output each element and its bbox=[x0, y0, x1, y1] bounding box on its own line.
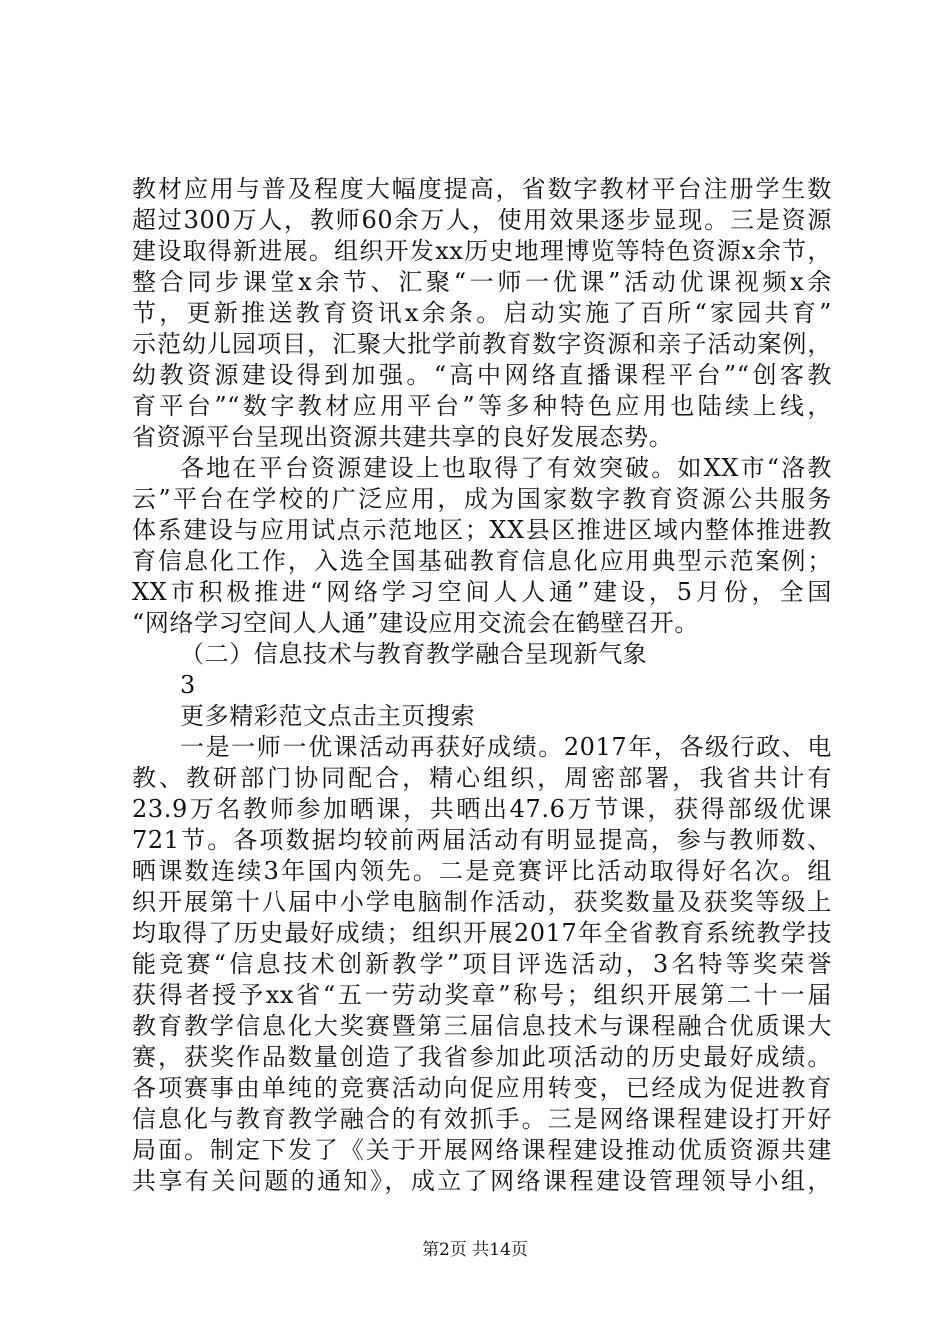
text-line: 局面。制定下发了《关于开展网络课程建设推动优质资源共建 bbox=[132, 1136, 832, 1164]
text-line: 云”平台在学校的广泛应用，成为国家数字教育资源公共服务 bbox=[132, 485, 832, 513]
text-line: 教材应用与普及程度大幅度提高，省数字教材平台注册学生数 bbox=[132, 175, 832, 203]
text-line: 幼教资源建设得到加强。“高中网络直播课程平台”“创客教 bbox=[132, 361, 832, 389]
text-line: 织开展第十八届中小学电脑制作活动，获奖数量及获奖等级上 bbox=[132, 888, 832, 916]
text-line: 教育教学信息化大奖赛暨第三届信息技术与课程融合优质课大 bbox=[132, 1012, 832, 1040]
text-line: 能竞赛“信息技术创新教学”项目评选活动，3名特等奖荣誉 bbox=[132, 950, 832, 978]
text-line: 一是一师一优课活动再获好成绩。2017年，各级行政、电 bbox=[180, 733, 832, 761]
text-line: “网络学习空间人人通”建设应用交流会在鹤壁召开。 bbox=[132, 609, 699, 637]
text-line: 赛，获奖作品数量创造了我省参加此项活动的历史最好成绩。 bbox=[132, 1043, 832, 1071]
text-line: 节，更新推送教育资讯x余条。启动实施了百所“家园共育” bbox=[132, 299, 832, 327]
text-line: 信息化与教育教学融合的有效抓手。三是网络课程建设打开好 bbox=[132, 1105, 832, 1133]
document-body bbox=[132, 174, 832, 1197]
text-line: 整合同步课堂x余节、汇聚“一师一优课”活动优课视频x余 bbox=[132, 268, 832, 296]
promo-text: 更多精彩范文点击主页搜索 bbox=[180, 702, 476, 730]
text-line: 721节。各项数据均较前两届活动有明显提高，参与教师数、 bbox=[132, 826, 832, 854]
text-line: XX市积极推进“网络学习空间人人通”建设，5月份，全国 bbox=[132, 578, 832, 606]
text-line: 省资源平台呈现出资源共建共享的良好发展态势。 bbox=[132, 423, 674, 451]
text-line: 均取得了历史最好成绩；组织开展2017年全省教育系统教学技 bbox=[132, 919, 832, 947]
text-line: 教、教研部门协同配合，精心组织，周密部署，我省共计有 bbox=[132, 764, 832, 792]
text-line: 各项赛事由单纯的竞赛活动向促应用转变，已经成为促进教育 bbox=[132, 1074, 832, 1102]
text-line: 共享有关问题的通知》，成立了网络课程建设管理领导小组， bbox=[132, 1167, 832, 1195]
page-marker: 3 bbox=[180, 671, 196, 699]
text-line: 各地在平台资源建设上也取得了有效突破。如XX市“洛教 bbox=[180, 454, 832, 482]
text-line: 体系建设与应用试点示范地区；XX县区推进区域内整体推进教 bbox=[132, 516, 832, 544]
text-line: 晒课数连续3年国内领先。二是竞赛评比活动取得好名次。组 bbox=[132, 857, 832, 885]
text-line: 23.9万名教师参加晒课，共晒出47.6万节课，获得部级优课 bbox=[132, 795, 832, 823]
text-line: 育平台”“数字教材应用平台”等多种特色应用也陆续上线， bbox=[132, 392, 832, 420]
text-line: 超过300万人，教师60余万人，使用效果逐步显现。三是资源 bbox=[132, 206, 832, 234]
text-line: 育信息化工作，入选全国基础教育信息化应用典型示范案例； bbox=[132, 547, 832, 575]
section-heading: （二）信息技术与教育教学融合呈现新气象 bbox=[180, 640, 648, 668]
text-line: 示范幼儿园项目，汇聚大批学前教育数字资源和亲子活动案例， bbox=[132, 330, 832, 358]
page-footer: 第2页 共14页 bbox=[422, 1240, 528, 1260]
text-line: 获得者授予xx省“五一劳动奖章”称号；组织开展第二十一届 bbox=[132, 981, 832, 1009]
text-line: 建设取得新进展。组织开发xx历史地理博览等特色资源x余节， bbox=[132, 237, 832, 265]
